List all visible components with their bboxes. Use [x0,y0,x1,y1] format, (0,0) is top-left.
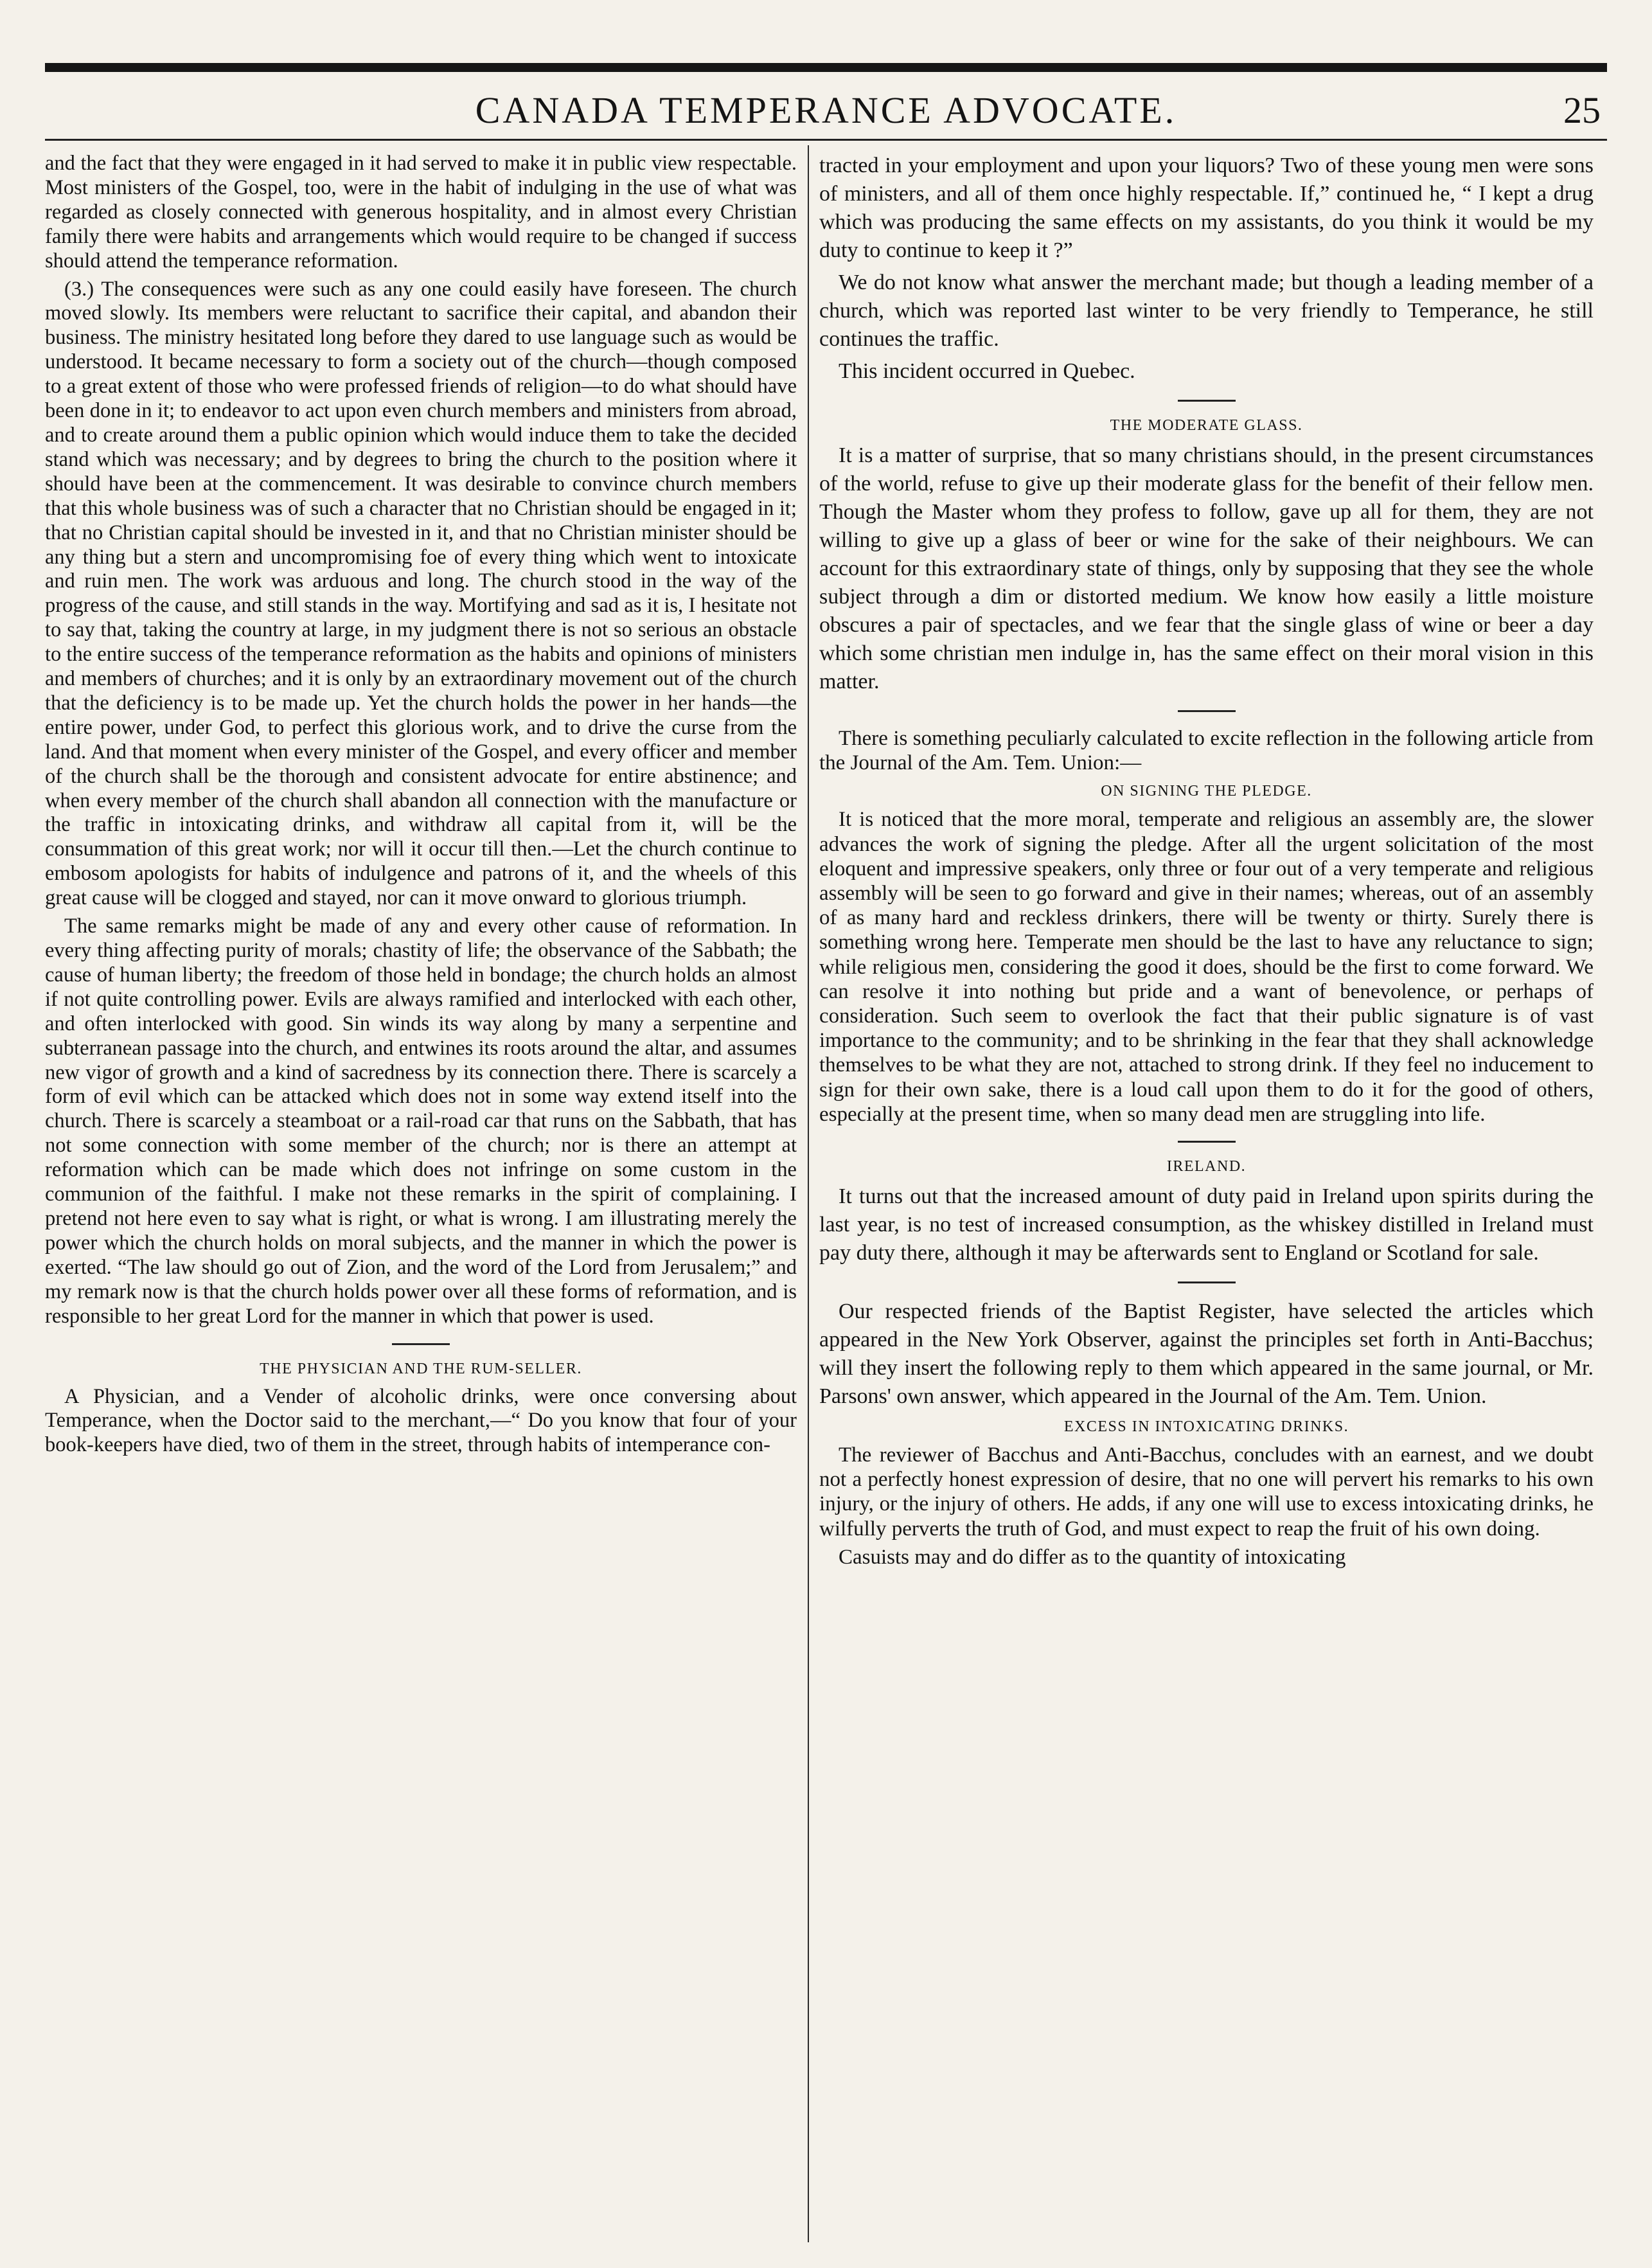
paragraph: The reviewer of Bacchus and Anti-Bacchus, concludes with an earnest, and we doubt not a perfectly honest expression of desire, that no one will pervert his remarks to his own injury, or the injury of others. He adds, if any one will use to excess intoxicating drinks, he wilfully perverts the truth of God, and must expect to reap the fruit of his own doing. [819,1443,1594,1540]
section-heading: IRELAND. [1166,1158,1247,1175]
paragraph: Our respected friends of the Baptist Register, have selected the articles which appeared in the New York Observer, against the principles set forth in Anti-Bacchus; will they insert the following reply to them which appeared in the same journal, or Mr. Parsons' own answer, which appeared in the Journal of the Am. Tem. Union. [819,1299,1594,1409]
paragraph: (3.) The consequences were such as any one could easily have foreseen. The church moved slowly. Its members were reluctant to sacrifice their capital, and abandon their business. The ministry hesitated long before they dared to use language such as would be understood. It became necessary to form a society out of the church—though composed to a great extent of those who were professed friends of religion—to do what should have been done in it; to endeavor to act upon even church members and ministers from abroad, and to create around them a public opinion which would induce them to take the decided stand which was necessary; and by degrees to bring the church to the position where it should have been at the commencement. It was desirable to convince church members that this whole business was of such a character that no Christian should be engaged in it; that no Christian capital should be invested in it, and that no Christian minister should be any thing but a stern and uncompromising foe of every thing which went to intoxicate and ruin men. The work was arduous and long. The church stood in the way of the progress of the cause, and still stands in the way. Mortifying and sad as it is, I hesitate not to say that, taking the country at large, in my judgment there is not so serious an obstacle to the entire success of the temperance reformation as the habits and opinions of ministers and members of churches; and it is only by an extraordinary movement out of the church that the deficiency is to be made up. Yet the church holds the power in her hands—the entire power, under God, to perfect this glorious work, and to drive the curse from the land. And that moment when every minister of the Gospel, and every officer and member of the church shall be the thorough and consistent advocate for entire abstinence; and when every member of the church shall abandon all connection with the manufacture or the traffic in intoxicating drinks, and withdraw all capital from it, will be the consummation of this great work; nor will it occur till then.—Let the church continue to embosom apologists for habits of indulgence and patrons of it, and the wheels of this great cause will be clogged and stayed, nor can it move onward to glorious triumph. [45,277,797,910]
left-column [45,152,797,2242]
paragraph: tracted in your employment and upon your liquors? Two of these young men were sons of ministers, and all of them once highly respectable. If,” continued he, “ I kept a drug which was producing the same effects on my assistants, do you think it would be my duty to continue to keep it ?” [819,154,1594,262]
paragraph: A Physician, and a Vender of alcoholic drinks, were once conversing about Temperance, when the Doctor said to the merchant,—“ Do you know that four of your book-keepers have died, two of them in the street, through habits of intemperance con- [45,1384,797,1457]
paragraph: This incident occurred in Quebec. [839,359,1135,383]
page-number: 25 [1563,89,1601,131]
section-divider [1178,1141,1236,1143]
paragraph: It is a matter of surprise, that so many christians should, in the present circumstances of the world, refuse to give up their moderate glass for the benefit of their fellow men. Though the Master whom they profess to follow, gave up all for them, they are not willing to give up a glass of beer or wine for the sake of their neighbours. We can account for this extraordinary state of things, only by supposing that they see the whole subject through a dim or distorted medium. We know how easily a little moisture obscures a pair of spectacles, and we fear that the single glass of wine or beer a day which some christian men indulge in, has the same effect on their moral vision in this matter. [819,443,1594,693]
paragraph: There is something peculiarly calculated to excite reflection in the following article from the Journal of the Am. Tem. Union:— [819,727,1594,775]
header-rule [45,139,1607,141]
section-divider [1178,1281,1236,1283]
paragraph: The same remarks might be made of any and every other cause of reformation. In every thing affecting purity of morals; chastity of life; the observance of the Sabbath; the cause of human liberty; the freedom of those held in bondage; the church holds an almost if not quite controlling power. Evils are always ramified and interlocked with each other, and often interlocked with good. Sin winds its way along by many a serpentine and subterranean passage into the church, and entwines its roots around the altar, and assumes new vigor of growth and a kind of sacredness by its connection there. There is scarcely a form of evil which can be attacked which does not in some way extend itself into the church. There is scarcely a steamboat or a rail-road car that runs on the Sabbath, that has not some connection with some member of the church; nor is there an attempt at reformation which can be made which does not infringe on some custom in the communion of the faithful. I make not these remarks in the spirit of complaining. I pretend not here even to say what is right, or what is wrong. I am illustrating merely the power which the church holds on moral subjects, and the manner in which the power is exerted. “The law should go out of Zion, and the word of the Lord from Jerusalem;” and my remark now is that the church holds power over all these forms of reformation, and is responsible to her great Lord for the manner in which that power is used. [45,915,797,1328]
section-divider [1178,400,1236,402]
paragraph: We do not know what answer the merchant made; but though a leading member of a church, which was reported last winter to be very friendly to Temperance, he still continues the traffic. [819,271,1594,351]
masthead [45,85,1607,136]
section-divider [1178,710,1236,712]
paragraph: It is noticed that the more moral, temperate and religious an assembly are, the slower advances the work of signing the pledge. After all the urgent solicitation of the most eloquent and impressive speakers, only three or four out of a very temperate and religious assembly will be seen to go forward and give in their names; whereas, out of an assembly of as many hard and reckless drinkers, there will be twenty or thirty. Surely there is something wrong here. Temperate men should be the last to have any reluctance to sign; while religious men, considering the good it does, should be the first to come forward. We can resolve it into nothing but pride and a want of benevolence, or perhaps of consideration. Such seem to overlook the fact that their public signature is of vast importance to the community; and to be shrinking in the fear that they shall acknowledge themselves to be what they are not, attached to strong drink. If they feel no inducement to sign for their own sake, there is a loud call upon them to do it for the good of others, especially at the present time, when so many dead men are struggling into life. [819,808,1594,1126]
section-divider [392,1343,450,1345]
paragraph: and the fact that they were engaged in it had served to make it in public view respectable. Most ministers of the Gospel, too, were in the habit of indulging in the use of what was regarded as closely connected with generous hospitality, and in almost every Christian family there were habits and arrangements which would require to be changed if success should attend the temperance reformation. [45,152,797,272]
top-rule [45,63,1607,72]
section-heading: THE PHYSICIAN AND THE RUM-SELLER. [260,1360,582,1377]
section-heading: EXCESS IN INTOXICATING DRINKS. [1063,1418,1349,1436]
page-title: CANADA TEMPERANCE ADVOCATE. [475,89,1177,131]
section-heading: ON SIGNING THE PLEDGE. [1101,783,1312,800]
column-divider [808,145,809,2242]
paragraph: Casuists may and do differ as to the quantity of intoxicating [839,1545,1346,1569]
right-column [819,152,1594,2242]
paragraph: It turns out that the increased amount of duty paid in Ireland upon spirits during the last year, is no test of increased consumption, as the whiskey distilled in Ireland must pay duty there, although it may be afterwards sent to England or Scotland for sale. [819,1184,1594,1265]
section-heading: THE MODERATE GLASS. [1110,417,1303,434]
